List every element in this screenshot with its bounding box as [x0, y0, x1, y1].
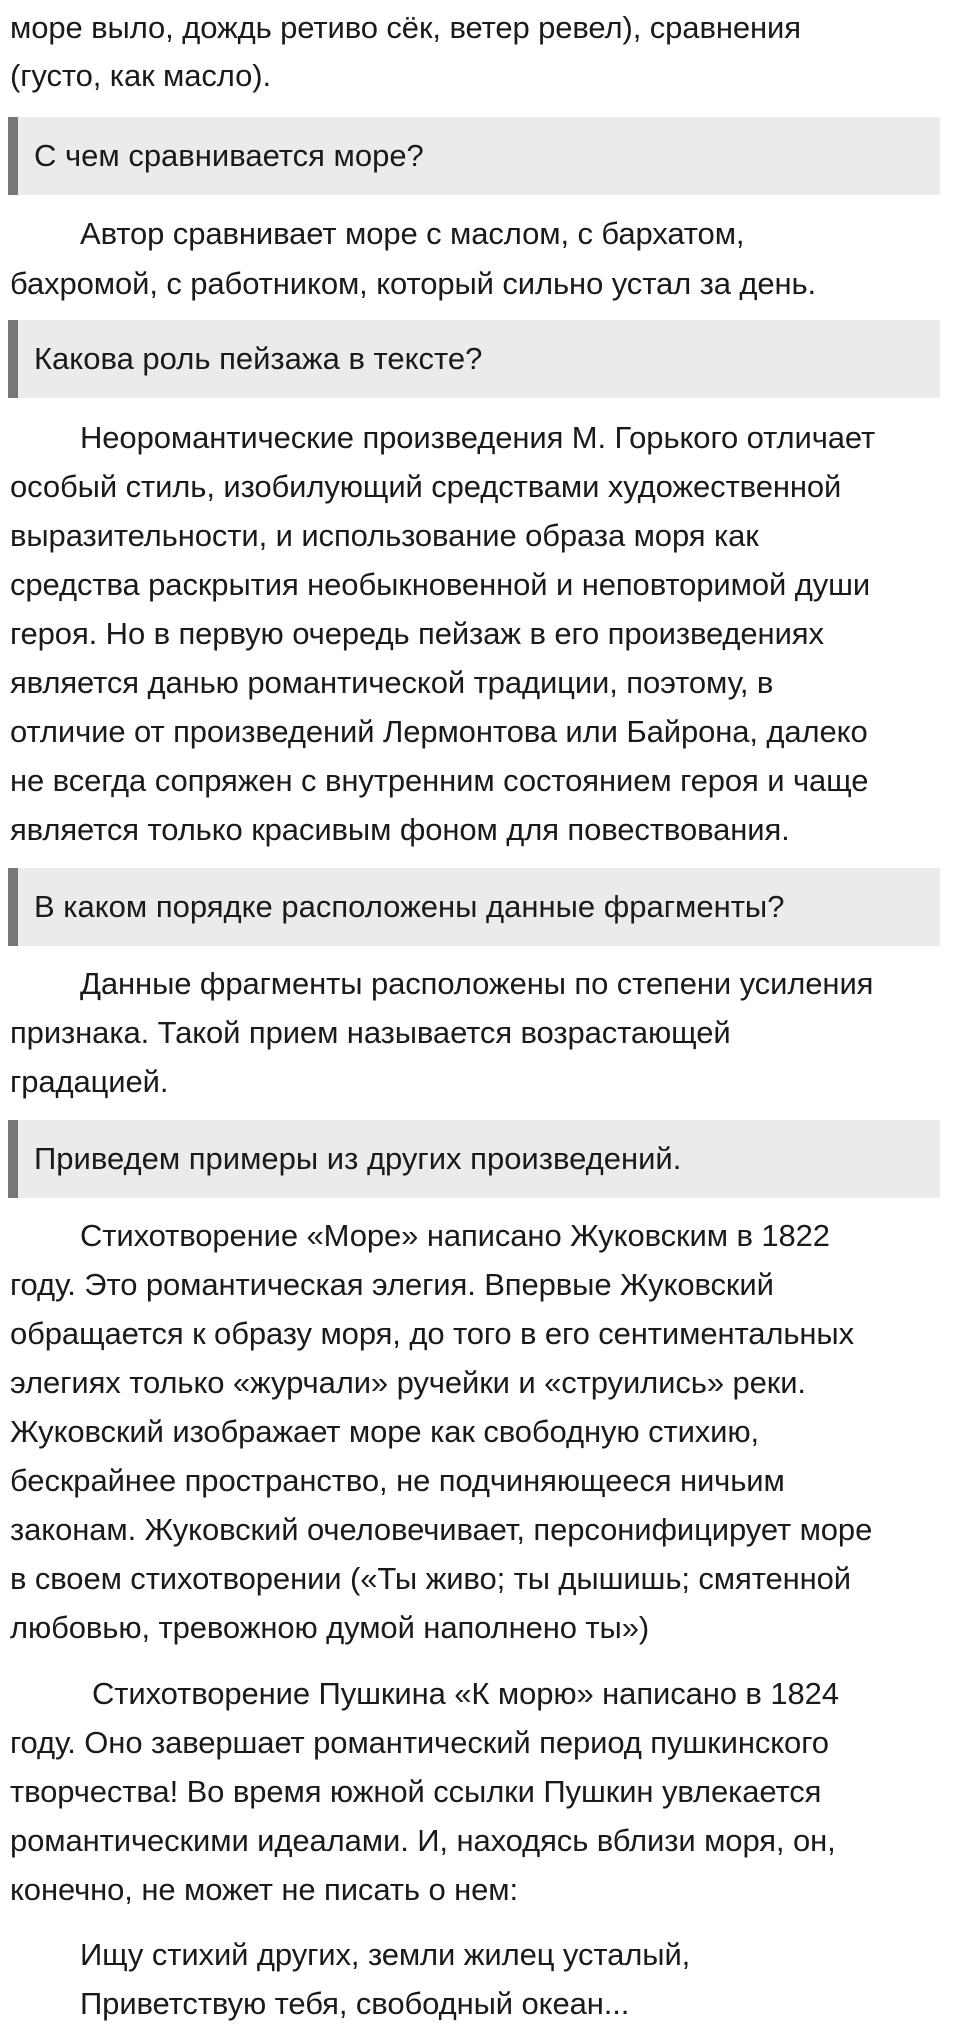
question-text: С чем сравнивается море?: [34, 138, 424, 173]
answer-line: героя. Но в первую очередь пейзаж в его произведениях: [10, 616, 824, 651]
answer-line: творчества! Во время южной ссылки Пушкин увлекается: [10, 1774, 822, 1809]
answer-line: выразительности, и использование образа моря как: [10, 518, 759, 553]
answer-line: романтическими идеалами. И, находясь вблизи моря, он,: [10, 1823, 836, 1858]
answer-line: градацией.: [10, 1064, 169, 1099]
intro-line: море выло, дождь ретиво сёк, ветер ревел), сравнения: [10, 10, 801, 45]
answer-line: году. Это романтическая элегия. Впервые Жуковский: [10, 1267, 774, 1302]
answer-line: обращается к образу моря, до того в его сентиментальных: [10, 1316, 855, 1351]
answer-line: году. Оно завершает романтический период пушкинского: [10, 1725, 829, 1760]
answer-line: признака. Такой прием называется возрастающей: [10, 1015, 731, 1050]
answer-line: законам. Жуковский очеловечивает, персонифицирует море: [10, 1512, 873, 1547]
answer-line: Жуковский изображает море как свободную стихию,: [10, 1414, 760, 1449]
intro-line: (густо, как масло).: [10, 58, 272, 93]
answer-line: Автор сравнивает море с маслом, с бархатом,: [80, 216, 745, 251]
answer-line: средства раскрытия необыкновенной и неповторимой души: [10, 567, 871, 602]
question-box: [8, 868, 940, 946]
answer-line: особый стиль, изобилующий средствами художественной: [10, 469, 842, 504]
answer-line: является данью романтической традиции, поэтому, в: [10, 665, 774, 700]
answer-line: конечно, не может не писать о нем:: [10, 1872, 518, 1907]
answer-line: Стихотворение Пушкина «К морю» написано в 1824: [92, 1676, 839, 1711]
question-box: [8, 1120, 940, 1198]
answer-line: бахромой, с работником, который сильно устал за день.: [10, 266, 817, 301]
answer-line: бескрайнее пространство, не подчиняющееся ничьим: [10, 1463, 785, 1498]
question-text: Какова роль пейзажа в тексте?: [34, 341, 483, 376]
answer-line: любовью, тревожною думой наполнено ты»): [10, 1610, 650, 1645]
answer-line: Неоромантические произведения М. Горького отличает: [80, 420, 876, 455]
question-text: В каком порядке расположены данные фрагменты?: [34, 889, 785, 924]
answer-line: элегиях только «журчали» ручейки и «струились» реки.: [10, 1365, 806, 1400]
answer-line: отличие от произведений Лермонтова или Байрона, далеко: [10, 714, 868, 749]
question-box: [8, 117, 940, 195]
poem-line: Приветствую тебя, свободный океан...: [80, 1986, 630, 2021]
answer-line: является только красивым фоном для повествования.: [10, 812, 790, 847]
answer-line: не всегда сопряжен с внутренним состоянием героя и чаще: [10, 763, 869, 798]
answer-line: Стихотворение «Море» написано Жуковским в 1822: [80, 1218, 830, 1253]
question-box: [8, 320, 940, 398]
poem-line: Ищу стихий других, земли жилец усталый,: [80, 1937, 691, 1972]
question-text: Приведем примеры из других произведений.: [34, 1141, 682, 1176]
answer-line: в своем стихотворении («Ты живо; ты дышишь; смятенной: [10, 1561, 851, 1596]
answer-line: Данные фрагменты расположены по степени усиления: [80, 966, 874, 1001]
